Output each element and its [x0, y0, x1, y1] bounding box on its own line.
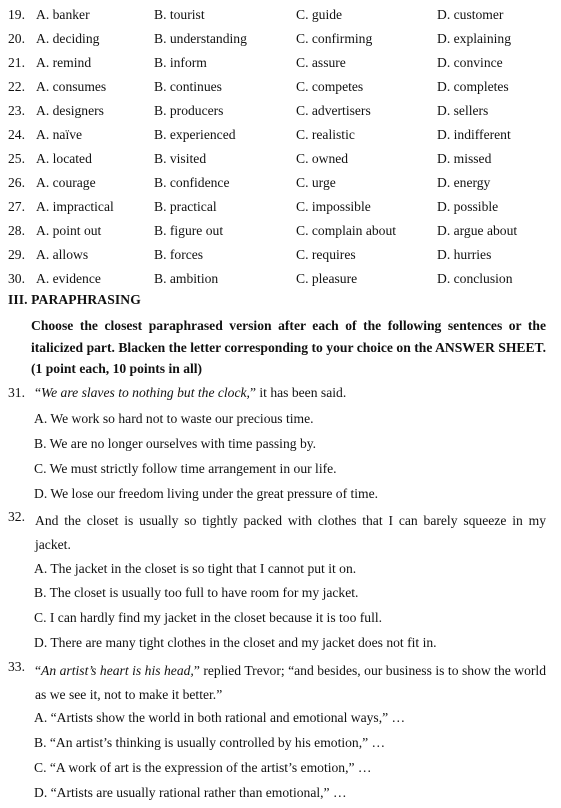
option-32-d: D. There are many tight clothes in the closet and my jacket does not fit in.	[34, 635, 437, 650]
option-c: C. requires	[296, 247, 356, 262]
question-number: 32.	[8, 509, 25, 524]
option-d: D. conclusion	[437, 271, 513, 286]
option-a: A. point out	[36, 223, 102, 238]
option-a: A. remind	[36, 55, 92, 70]
question-text: And the closet is usually so tightly packed with clothes that I can barely squeeze in my jacket.	[35, 513, 546, 552]
option-a: A. naïve	[36, 127, 83, 142]
option-a: A. courage	[36, 175, 96, 190]
option-d: D. indifferent	[437, 127, 511, 142]
option-c: C. guide	[296, 7, 343, 22]
option-b: B. figure out	[154, 223, 224, 238]
italic-part: An artist’s heart is his head,	[41, 663, 194, 678]
section-instructions: Choose the closest paraphrased version after each of the following sentences or the italicized part. Blacken the letter corresponding to your choice on the ANSWER SHEET. (1 point each, 10 points in all)	[31, 318, 546, 376]
option-a: A. banker	[36, 7, 90, 22]
option-d: D. argue about	[437, 223, 518, 238]
option-33-c: C. “A work of art is the expression of the artist’s emotion,” …	[34, 760, 372, 775]
option-31-c: C. We must strictly follow time arrangement in our life.	[34, 461, 337, 476]
question-row	[0, 221, 561, 241]
question-row	[0, 101, 561, 121]
question-number: 20.	[8, 31, 25, 46]
option-b: B. visited	[154, 151, 207, 166]
option-c: C. pleasure	[296, 271, 358, 286]
option-b: B. experienced	[154, 127, 236, 142]
option-c: C. assure	[296, 55, 346, 70]
question-number: 25.	[8, 151, 25, 166]
option-b: B. producers	[154, 103, 224, 118]
question-number: 28.	[8, 223, 25, 238]
option-32-b: B. The closet is usually too full to have room for my jacket.	[34, 585, 359, 600]
option-b: B. tourist	[154, 7, 205, 22]
option-31-d: D. We lose our freedom living under the great pressure of time.	[34, 486, 379, 501]
question-row	[0, 53, 561, 73]
question-number: 22.	[8, 79, 25, 94]
question-number: 19.	[8, 7, 25, 22]
option-c: C. owned	[296, 151, 349, 166]
option-d: D. missed	[437, 151, 492, 166]
option-b: B. continues	[154, 79, 222, 94]
option-c: C. urge	[296, 175, 336, 190]
option-d: D. convince	[437, 55, 503, 70]
question-number: 24.	[8, 127, 25, 142]
question-number: 26.	[8, 175, 25, 190]
option-c: C. confirming	[296, 31, 373, 46]
option-b: B. practical	[154, 199, 217, 214]
italic-part: We are slaves to nothing but the clock,	[41, 385, 250, 400]
option-32-a: A. The jacket in the closet is so tight that I cannot put it on.	[34, 561, 357, 576]
option-d: D. customer	[437, 7, 504, 22]
question-number: 27.	[8, 199, 25, 214]
option-33-d: D. “Artists are usually rational rather than emotional,” …	[34, 785, 347, 800]
question-row	[0, 5, 561, 25]
question-row	[0, 149, 561, 169]
option-d: D. possible	[437, 199, 499, 214]
option-33-b: B. “An artist’s thinking is usually controlled by his emotion,” …	[34, 735, 386, 750]
question-number: 29.	[8, 247, 25, 262]
question-32	[8, 509, 546, 557]
option-c: C. impossible	[296, 199, 371, 214]
question-row	[0, 245, 561, 265]
option-d: D. explaining	[437, 31, 511, 46]
question-row	[0, 125, 561, 145]
option-a: A. evidence	[36, 271, 101, 286]
question-text: “We are slaves to nothing but the clock,” it has been said.	[35, 385, 347, 400]
option-33-a: A. “Artists show the world in both rational and emotional ways,” …	[34, 710, 406, 725]
option-d: D. energy	[437, 175, 491, 190]
question-number: 31.	[8, 385, 25, 400]
option-31-a: A. We work so hard not to waste our precious time.	[34, 411, 314, 426]
question-number: 33.	[8, 659, 25, 674]
option-d: D. sellers	[437, 103, 489, 118]
option-a: A. allows	[36, 247, 89, 262]
option-c: C. competes	[296, 79, 364, 94]
option-c: C. realistic	[296, 127, 355, 142]
question-row	[0, 269, 561, 289]
option-b: B. ambition	[154, 271, 219, 286]
option-d: D. hurries	[437, 247, 492, 262]
option-a: A. designers	[36, 103, 104, 118]
section-title: III. PARAPHRASING	[8, 292, 141, 307]
question-number: 30.	[8, 271, 25, 286]
question-row	[0, 29, 561, 49]
question-33	[8, 659, 546, 707]
option-a: A. impractical	[36, 199, 114, 214]
option-b: B. inform	[154, 55, 207, 70]
option-a: A. consumes	[36, 79, 107, 94]
question-number: 21.	[8, 55, 25, 70]
question-text: “An artist’s heart is his head,” replied Trevor; “and besides, our business is to show the world as we see it, not to make it better.”	[35, 663, 546, 702]
option-a: A. located	[36, 151, 92, 166]
option-31-b: B. We are no longer ourselves with time passing by.	[34, 436, 317, 451]
question-row	[0, 77, 561, 97]
question-row	[0, 197, 561, 217]
question-31	[8, 385, 546, 407]
option-c: C. complain about	[296, 223, 397, 238]
option-d: D. completes	[437, 79, 509, 94]
option-b: B. confidence	[154, 175, 230, 190]
option-b: B. understanding	[154, 31, 247, 46]
option-32-c: C. I can hardly find my jacket in the closet because it is too full.	[34, 610, 383, 625]
option-b: B. forces	[154, 247, 204, 262]
question-number: 23.	[8, 103, 25, 118]
option-c: C. advertisers	[296, 103, 371, 118]
question-row	[0, 173, 561, 193]
option-a: A. deciding	[36, 31, 100, 46]
